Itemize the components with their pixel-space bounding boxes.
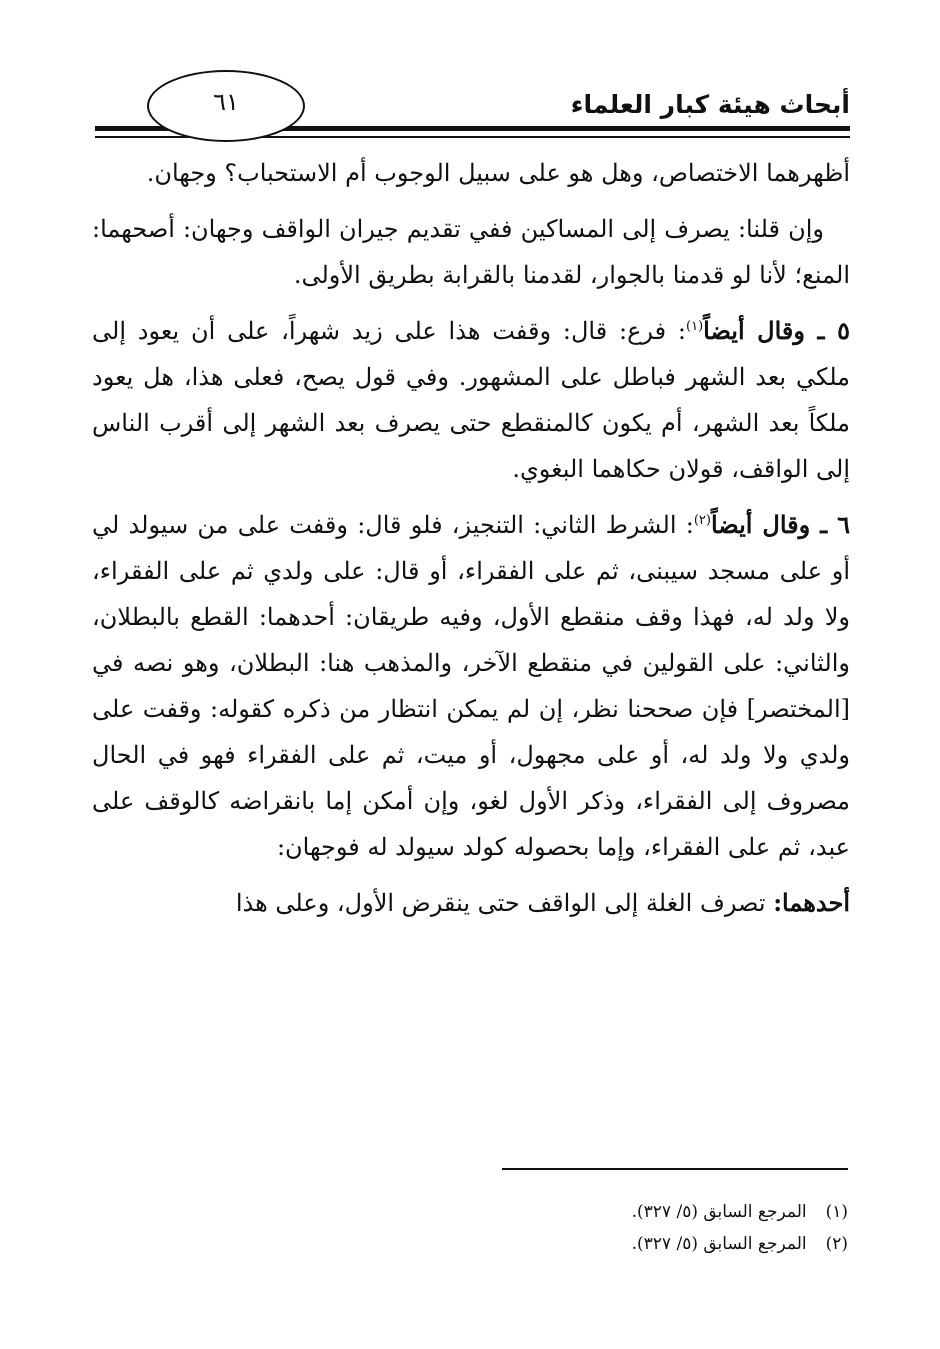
footnote-text: المرجع السابق (٥/ ٣٢٧).	[631, 1234, 807, 1254]
paragraph-4-lead: ٦ ـ وقال أيضاً	[710, 510, 850, 539]
footnote-2	[380, 1228, 848, 1260]
paragraph-4-text: : الشرط الثاني: التنجيز، فلو قال: وقفت على من سيولد لي أو على مسجد سيبنى، ثم على الفقراء، أو قال: على ولدي ثم على الفقراء، ولا ولد له، فهذا وقف منقطع الأول، وفيه طريقان: أحدهما: القطع بالبطلان، والثاني: على القولين في منقطع الآخر، والمذهب هنا: البطلان، وهو نصه في [المختصر] فإن صححنا نظر، إن لم يمكن انتظار من ذكره كقوله: وقفت على ولدي ولا ولد له، أو على مجهول، أو ميت، ثم على الفقراء فهو في الحال مصروف إلى الفقراء، وذكر الأول لغو، وإن أمكن إما بانقراضه كالوقف على عبد، ثم على الفقراء، وإما بحصوله كولد سيولد له فوجهان:	[92, 511, 850, 861]
footnote-ref-2: (٢)	[693, 513, 711, 528]
page-header	[95, 70, 850, 150]
footnote-number: (١)	[825, 1202, 848, 1222]
main-text	[92, 150, 850, 936]
page-number: ٦١	[213, 88, 239, 116]
paragraph-3-text: : فرع: قال: وقفت هذا على زيد شهراً، على أن يعود إلى ملكي بعد الشهر فباطل على المشهور. وفي قول يصح، فعلى هذا، هل يعود ملكاً بعد الشهر، أم يكون كالمنقطع حتى يصرف بعد الشهر إلى أقرب الناس إلى الواقف، قولان حكاهما البغوي.	[92, 317, 850, 483]
paragraph-3	[92, 308, 850, 492]
paragraph-2: وإن قلنا: يصرف إلى المساكين ففي تقديم جيران الواقف وجهان: أصحهما: المنع؛ لأنا لو قدمنا بالجوار، لقدمنا بالقرابة بطريق الأولى.	[92, 215, 850, 289]
paragraph-5-lead: أحدهما:	[773, 888, 850, 917]
footnote-text: المرجع السابق (٥/ ٣٢٧).	[631, 1202, 807, 1222]
footnote-number: (٢)	[825, 1234, 848, 1254]
footnote-ref-1: (١)	[686, 319, 704, 334]
paragraph-3-lead: ٥ ـ وقال أيضاً	[703, 316, 851, 345]
page-number-oval	[147, 70, 305, 142]
footnotes	[380, 1196, 848, 1260]
paragraph-1: أظهرهما الاختصاص، وهل هو على سبيل الوجوب أم الاستحباب؟ وجهان.	[146, 159, 850, 187]
footnote-1	[380, 1196, 848, 1228]
paragraph-4	[92, 502, 850, 870]
book-title: أبحاث هيئة كبار العلماء	[570, 90, 850, 119]
paragraph-5	[92, 880, 850, 926]
paragraph-5-text: تصرف الغلة إلى الواقف حتى ينقرض الأول، وعلى هذا	[235, 889, 774, 917]
footnote-separator	[502, 1168, 848, 1170]
